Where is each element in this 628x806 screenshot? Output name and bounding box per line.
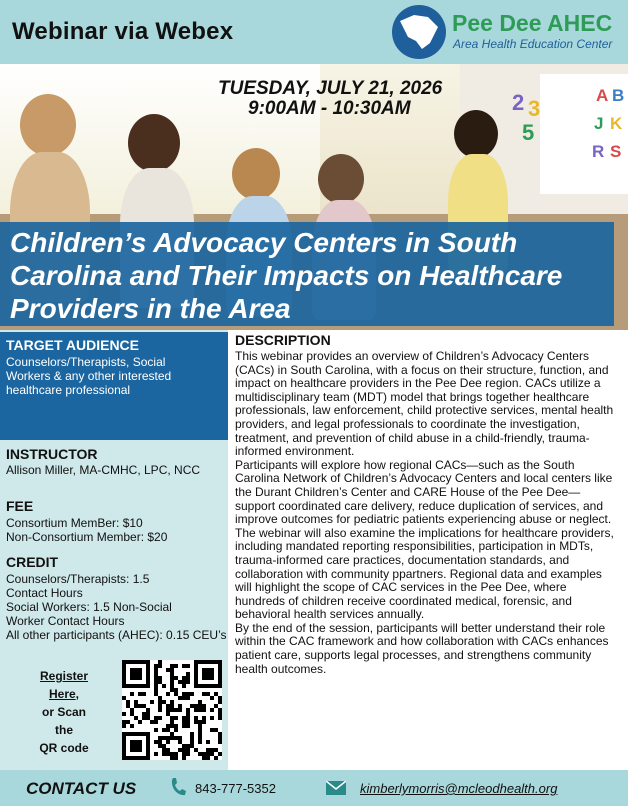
webinar-title: Children’s Advocacy Centers in South Carolina and Their Impacts on Healthcare Providers in the Area	[10, 227, 563, 324]
fee-non-member: Non-Consortium Member: $20	[6, 530, 168, 544]
fee-member: Consortium MemBer: $10	[6, 516, 143, 530]
description-paragraph: Participants will explore how regional CACs—such as the South Carolina Network of Children’s Advocacy Centers and local centers like the Durant Children’s Center and CARE House of the Pee Dee—support coordinated care delivery, reduce duplication of services, and improve outcomes for pediatric patients experiencing abuse or neglect.	[235, 457, 613, 527]
register-block	[26, 667, 102, 757]
contact-label: CONTACT US	[26, 779, 137, 798]
description-paragraph: This webinar provides an overview of Children’s Advocacy Centers (CACs) in South Carolina, with a focus on their structure, function, and impact on healthcare providers in the Pee Dee region. CACs utilize a multidisciplinary team (MDT) model that brings together healthcare professionals, law enforcement, child protective services, mental health providers, and legal professionals to coordinate the investigation, treatment, and prevention of child abuse in a child-friendly, trauma-informed environment.	[235, 349, 614, 459]
contact-phone[interactable]: 843-777-5352	[195, 781, 276, 796]
south-carolina-map-icon	[392, 5, 446, 59]
fee-heading: FEE	[6, 498, 34, 514]
contact-email-link[interactable]: kimberlymorris@mcleodhealth.org	[360, 781, 558, 796]
credit-other: All other participants (AHEC): 0.15 CEU’s	[6, 628, 227, 642]
description-paragraph: By the end of the session, participants will better understand their role within the CAC framework and how collaboration with CACs enhances patient care, supports legal processes, and strengthens community health outcomes.	[235, 620, 609, 676]
description-body	[235, 350, 615, 676]
instructor-text: Allison Miller, MA-CMHC, LPC, NCC	[6, 463, 201, 477]
credit-counselors: Counselors/Therapists: 1.5 Contact Hours	[6, 572, 150, 600]
credit-social-workers: Social Workers: 1.5 Non-Social Worker Contact Hours	[6, 600, 172, 628]
description-heading: DESCRIPTION	[235, 332, 331, 348]
register-comma: ,	[75, 687, 80, 701]
phone-icon	[170, 777, 186, 797]
event-time: 9:00AM - 10:30AM	[248, 98, 411, 119]
register-qr-code: QR code	[39, 741, 89, 755]
register-the: the	[55, 723, 73, 737]
credit-heading: CREDIT	[6, 554, 59, 570]
register-link[interactable]: Register Here	[39, 669, 89, 701]
mail-icon	[326, 781, 346, 795]
target-audience-text: Counselors/Therapists, Social Workers & any other interested healthcare professional	[6, 355, 172, 397]
target-audience-heading: TARGET AUDIENCE	[6, 337, 139, 353]
logo-name: Pee Dee AHEC	[452, 10, 613, 36]
hero-photo: 2 3 5 A B J K R S	[0, 64, 628, 330]
header-title: Webinar via Webex	[12, 18, 234, 45]
registration-qr-code[interactable]	[122, 660, 222, 760]
description-paragraph: The webinar will also examine the implications for healthcare providers, including mandated reporting responsibilities, participation in MDTs, trauma-informed care practices, documentation standards, and collaboration with community ppartners. Regional data and examples will highlight the scope of CAC services in the Pee Dee, where hundreds of children receive coordinated medical, forensic, and behavioral health services annually.	[235, 525, 614, 622]
instructor-heading: INSTRUCTOR	[6, 446, 98, 462]
event-date: TUESDAY, JULY 21, 2026	[218, 78, 443, 99]
logo-subtitle: Area Health Education Center	[453, 37, 613, 51]
register-or-scan: or Scan	[41, 705, 86, 719]
